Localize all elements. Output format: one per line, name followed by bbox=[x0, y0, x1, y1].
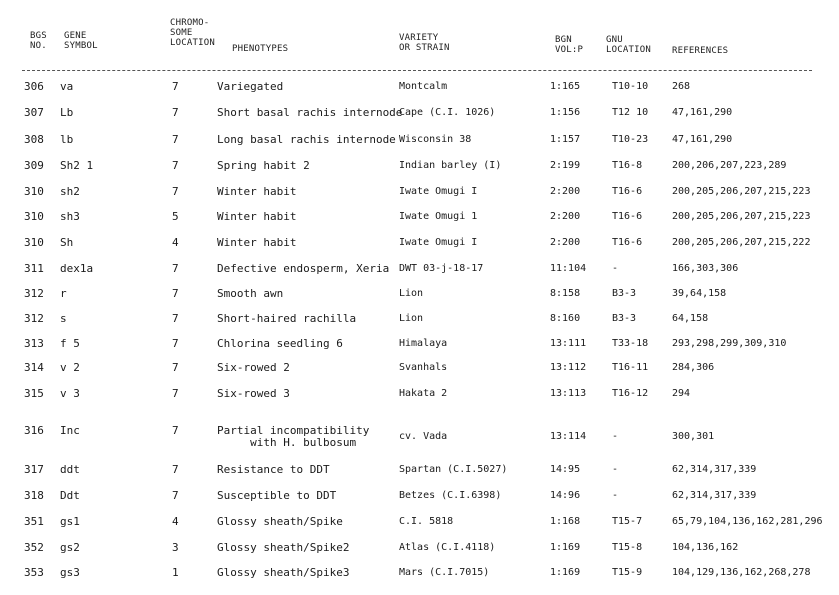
bgn-volume: 1:169 bbox=[550, 542, 581, 553]
table-row bbox=[0, 160, 839, 174]
header-gene-symbol: GENE SYMBOL bbox=[64, 31, 98, 51]
phenotype: Winter habit bbox=[217, 185, 297, 198]
gnu-location: - bbox=[612, 263, 619, 274]
variety: cv. Vada bbox=[399, 431, 448, 442]
bgn-volume: 2:200 bbox=[550, 237, 581, 248]
chromosome: 7 bbox=[172, 337, 179, 350]
variety: Spartan (C.I.5027) bbox=[399, 464, 508, 475]
phenotype: Short-haired rachilla bbox=[217, 312, 357, 325]
phenotype: Spring habit 2 bbox=[217, 159, 310, 172]
gene-symbol: Lb bbox=[60, 106, 74, 119]
phenotype: Short basal rachis internode bbox=[217, 106, 403, 119]
references: 200,205,206,207,215,223 bbox=[672, 186, 811, 197]
bgs-number: 315 bbox=[24, 387, 44, 400]
chromosome: 7 bbox=[172, 262, 179, 275]
gnu-location: T33-18 bbox=[612, 338, 649, 349]
bgs-number: 351 bbox=[24, 515, 44, 528]
phenotype: Glossy sheath/Spike bbox=[217, 515, 343, 528]
table-row bbox=[0, 107, 839, 121]
chromosome: 7 bbox=[172, 80, 179, 93]
gene-symbol: lb bbox=[60, 133, 74, 146]
phenotype: Six-rowed 2 bbox=[217, 361, 290, 374]
gene-symbol: Sh bbox=[60, 236, 74, 249]
bgn-volume: 2:199 bbox=[550, 160, 581, 171]
gnu-location: T16-6 bbox=[612, 186, 643, 197]
gene-symbol: ddt bbox=[60, 463, 80, 476]
references: 300,301 bbox=[672, 431, 715, 442]
bgn-volume: 11:104 bbox=[550, 263, 587, 274]
table-row bbox=[0, 313, 839, 327]
phenotype: Smooth awn bbox=[217, 287, 284, 300]
references: 47,161,290 bbox=[672, 107, 733, 118]
variety: Lion bbox=[399, 313, 424, 324]
gene-symbol: dex1a bbox=[60, 262, 94, 275]
variety: Montcalm bbox=[399, 81, 448, 92]
bgn-volume: 1:156 bbox=[550, 107, 581, 118]
phenotype: Winter habit bbox=[217, 236, 297, 249]
chromosome: 4 bbox=[172, 515, 179, 528]
bgs-number: 308 bbox=[24, 133, 44, 146]
variety: Iwate Omugi 1 bbox=[399, 211, 478, 222]
phenotype: Variegated bbox=[217, 80, 284, 93]
references: 65,79,104,136,162,281,296 bbox=[672, 516, 823, 527]
bgn-volume: 1:169 bbox=[550, 567, 581, 578]
gene-symbol: v 2 bbox=[60, 361, 80, 374]
references: 268 bbox=[672, 81, 691, 92]
variety: Himalaya bbox=[399, 338, 448, 349]
references: 47,161,290 bbox=[672, 134, 733, 145]
variety: Lion bbox=[399, 288, 424, 299]
references: 294 bbox=[672, 388, 691, 399]
variety: Wisconsin 38 bbox=[399, 134, 472, 145]
references: 200,205,206,207,215,222 bbox=[672, 237, 811, 248]
bgn-volume: 8:158 bbox=[550, 288, 581, 299]
gene-symbol: sh2 bbox=[60, 185, 80, 198]
header-phenotypes: PHENOTYPES bbox=[232, 44, 289, 54]
variety: Iwate Omugi I bbox=[399, 186, 478, 197]
gene-symbol: va bbox=[60, 80, 74, 93]
chromosome: 4 bbox=[172, 236, 179, 249]
bgn-volume: 14:95 bbox=[550, 464, 581, 475]
bgs-number: 313 bbox=[24, 337, 44, 350]
chromosome: 3 bbox=[172, 541, 179, 554]
chromosome: 7 bbox=[172, 106, 179, 119]
bgn-volume: 13:113 bbox=[550, 388, 587, 399]
chromosome: 7 bbox=[172, 361, 179, 374]
bgn-volume: 13:114 bbox=[550, 431, 587, 442]
chromosome: 1 bbox=[172, 566, 179, 579]
bgs-number: 310 bbox=[24, 236, 44, 249]
gnu-location: T15-8 bbox=[612, 542, 643, 553]
chromosome: 7 bbox=[172, 287, 179, 300]
chromosome: 7 bbox=[172, 312, 179, 325]
phenotype: Resistance to DDT bbox=[217, 463, 330, 476]
references: 104,136,162 bbox=[672, 542, 739, 553]
bgn-volume: 2:200 bbox=[550, 186, 581, 197]
header-references: REFERENCES bbox=[672, 46, 729, 56]
bgs-number: 310 bbox=[24, 210, 44, 223]
gnu-location: T16-11 bbox=[612, 362, 649, 373]
gnu-location: T15-9 bbox=[612, 567, 643, 578]
variety: Indian barley (I) bbox=[399, 160, 502, 171]
header-bgs-no: BGS NO. bbox=[30, 31, 47, 51]
gnu-location: B3-3 bbox=[612, 313, 637, 324]
header-bgn-vol-p: BGN VOL:P bbox=[555, 35, 584, 55]
table-row bbox=[0, 81, 839, 95]
phenotype: Six-rowed 3 bbox=[217, 387, 290, 400]
phenotype: Defective endosperm, Xeria bbox=[217, 262, 390, 275]
table-row bbox=[0, 490, 839, 504]
table-row bbox=[0, 425, 839, 453]
chromosome: 5 bbox=[172, 210, 179, 223]
gene-symbol: s bbox=[60, 312, 67, 325]
variety: Iwate Omugi I bbox=[399, 237, 478, 248]
chromosome: 7 bbox=[172, 463, 179, 476]
chromosome: 7 bbox=[172, 185, 179, 198]
gnu-location: - bbox=[612, 490, 619, 501]
gene-symbol: gs1 bbox=[60, 515, 80, 528]
bgs-number: 312 bbox=[24, 287, 44, 300]
gnu-location: T10-23 bbox=[612, 134, 649, 145]
phenotype: Partial incompatibility with H. bulbosum bbox=[217, 424, 370, 449]
bgn-volume: 2:200 bbox=[550, 211, 581, 222]
gnu-location: T10-10 bbox=[612, 81, 649, 92]
gnu-location: T16-8 bbox=[612, 160, 643, 171]
table-row bbox=[0, 516, 839, 530]
table-row bbox=[0, 134, 839, 148]
table-row bbox=[0, 338, 839, 352]
variety: Atlas (C.I.4118) bbox=[399, 542, 496, 553]
bgn-volume: 13:112 bbox=[550, 362, 587, 373]
table-row bbox=[0, 362, 839, 376]
references: 64,158 bbox=[672, 313, 709, 324]
chromosome: 7 bbox=[172, 489, 179, 502]
references: 200,205,206,207,215,223 bbox=[672, 211, 811, 222]
bgn-volume: 1:157 bbox=[550, 134, 581, 145]
header-chromosome-location: CHROMO- SOME LOCATION bbox=[170, 18, 215, 48]
chromosome: 7 bbox=[172, 133, 179, 146]
gnu-location: B3-3 bbox=[612, 288, 637, 299]
phenotype: Chlorina seedling 6 bbox=[217, 337, 343, 350]
gnu-location: T15-7 bbox=[612, 516, 643, 527]
chromosome: 7 bbox=[172, 159, 179, 172]
references: 62,314,317,339 bbox=[672, 464, 757, 475]
variety: Svanhals bbox=[399, 362, 448, 373]
variety: DWT 03-j-18-17 bbox=[399, 263, 484, 274]
chromosome: 7 bbox=[172, 387, 179, 400]
bgs-number: 312 bbox=[24, 312, 44, 325]
bgs-number: 317 bbox=[24, 463, 44, 476]
references: 62,314,317,339 bbox=[672, 490, 757, 501]
variety: Hakata 2 bbox=[399, 388, 448, 399]
bgs-number: 352 bbox=[24, 541, 44, 554]
gene-symbol: Inc bbox=[60, 424, 80, 437]
bgs-number: 311 bbox=[24, 262, 44, 275]
gnu-location: - bbox=[612, 431, 619, 442]
bgs-number: 306 bbox=[24, 80, 44, 93]
phenotype: Susceptible to DDT bbox=[217, 489, 337, 502]
table-row bbox=[0, 567, 839, 581]
table-row bbox=[0, 288, 839, 302]
table-row bbox=[0, 464, 839, 478]
bgs-number: 353 bbox=[24, 566, 44, 579]
variety: C.I. 5818 bbox=[399, 516, 454, 527]
table-row bbox=[0, 186, 839, 200]
gene-symbol: v 3 bbox=[60, 387, 80, 400]
chromosome: 7 bbox=[172, 424, 179, 437]
header-divider bbox=[22, 70, 812, 71]
gene-symbol: r bbox=[60, 287, 67, 300]
gnu-location: T16-12 bbox=[612, 388, 649, 399]
phenotype: Glossy sheath/Spike3 bbox=[217, 566, 350, 579]
gene-symbol: gs3 bbox=[60, 566, 80, 579]
references: 104,129,136,162,268,278 bbox=[672, 567, 811, 578]
gnu-location: T16-6 bbox=[612, 211, 643, 222]
gnu-location: T12 10 bbox=[612, 107, 649, 118]
gene-symbol: f 5 bbox=[60, 337, 80, 350]
table-row bbox=[0, 542, 839, 556]
phenotype: Long basal rachis internode bbox=[217, 133, 396, 146]
table-row bbox=[0, 388, 839, 402]
gene-symbol: Ddt bbox=[60, 489, 80, 502]
references: 284,306 bbox=[672, 362, 715, 373]
bgn-volume: 8:160 bbox=[550, 313, 581, 324]
gene-symbol: sh3 bbox=[60, 210, 80, 223]
references: 39,64,158 bbox=[672, 288, 727, 299]
references: 293,298,299,309,310 bbox=[672, 338, 787, 349]
bgs-number: 314 bbox=[24, 361, 44, 374]
table-row bbox=[0, 211, 839, 225]
bgs-number: 318 bbox=[24, 489, 44, 502]
bgn-volume: 1:168 bbox=[550, 516, 581, 527]
phenotype: Winter habit bbox=[217, 210, 297, 223]
bgs-number: 307 bbox=[24, 106, 44, 119]
bgn-volume: 13:111 bbox=[550, 338, 587, 349]
references: 166,303,306 bbox=[672, 263, 739, 274]
gnu-location: T16-6 bbox=[612, 237, 643, 248]
bgs-number: 309 bbox=[24, 159, 44, 172]
header-gnu-location: GNU LOCATION bbox=[606, 35, 651, 55]
bgs-number: 310 bbox=[24, 185, 44, 198]
table-row bbox=[0, 237, 839, 251]
bgn-volume: 14:96 bbox=[550, 490, 581, 501]
gene-symbol: Sh2 1 bbox=[60, 159, 94, 172]
variety: Mars (C.I.7015) bbox=[399, 567, 490, 578]
variety: Betzes (C.I.6398) bbox=[399, 490, 502, 501]
bgn-volume: 1:165 bbox=[550, 81, 581, 92]
bgs-number: 316 bbox=[24, 424, 44, 437]
table-row bbox=[0, 263, 839, 277]
variety: Cape (C.I. 1026) bbox=[399, 107, 496, 118]
gnu-location: - bbox=[612, 464, 619, 475]
phenotype: Glossy sheath/Spike2 bbox=[217, 541, 350, 554]
gene-symbol: gs2 bbox=[60, 541, 80, 554]
references: 200,206,207,223,289 bbox=[672, 160, 787, 171]
header-variety-or-strain: VARIETY OR STRAIN bbox=[399, 33, 450, 53]
